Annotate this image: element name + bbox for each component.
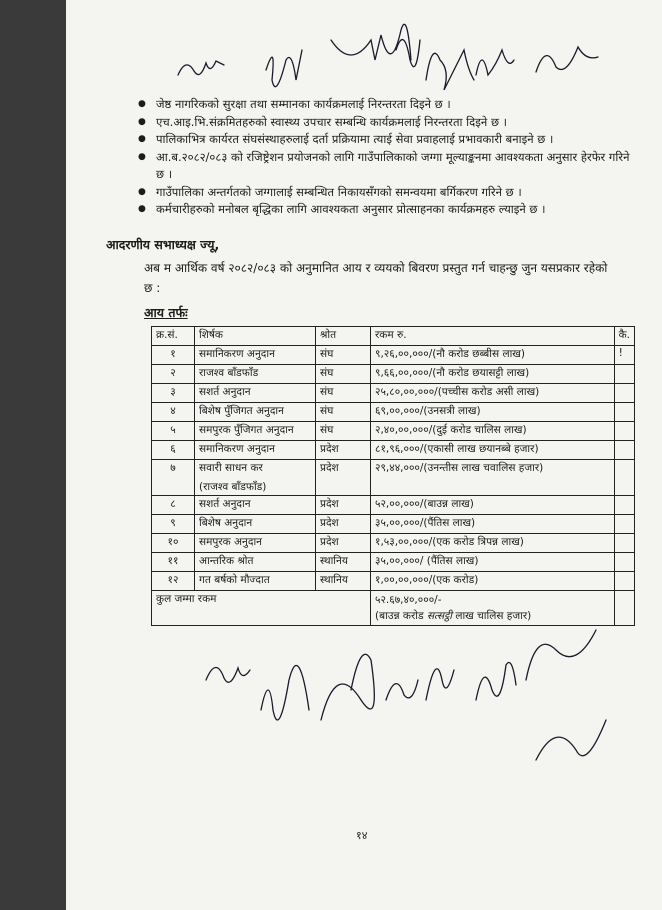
signature-7 [536, 47, 598, 72]
signature-11 [386, 680, 418, 700]
table-row [152, 346, 635, 365]
income-heading: आय तर्फः [144, 305, 188, 320]
cell-remarks [614, 553, 634, 572]
cell-source: प्रदेश [316, 515, 371, 534]
header-sn: क्र.सं. [152, 327, 195, 346]
table-row [152, 496, 635, 515]
total-words-post: लाख चालिस हजार) [455, 610, 532, 622]
cell-title: आन्तरिक श्रोत [195, 553, 316, 572]
cell-remarks [614, 441, 634, 460]
table-row [152, 515, 635, 534]
signature-10 [321, 654, 374, 720]
cell-amount: ५२,००,०००/(बाउन्न लाख) [371, 496, 615, 515]
cell-sn: ७ [152, 460, 195, 496]
header-amount: रकम रु. [371, 327, 615, 346]
table-row [152, 553, 635, 572]
cell-title: समानिकरण अनुदान [195, 346, 316, 365]
cell-sn: १ [152, 346, 195, 365]
cell-source: प्रदेश [316, 460, 371, 496]
cell-source: संघ [316, 422, 371, 441]
bullet-item: ● गाउँपालिका अन्तर्गतको जग्गालाई सम्बन्धित निकायसँगको समन्वयमा बर्गिकरण गरिने छ । [138, 184, 638, 202]
header-source: श्रोत [316, 327, 371, 346]
cell-sn: ३ [152, 384, 195, 403]
header-title: शिर्षक [195, 327, 316, 346]
table-total-row [152, 591, 635, 626]
total-amount: ५२.६७,४०,०००/- [375, 594, 442, 606]
cell-amount: ८१,९६,०००/(एकासी लाख छयानब्बे हजार) [371, 441, 615, 460]
cell-source: संघ [316, 346, 371, 365]
cell-source: प्रदेश [316, 534, 371, 553]
cell-amount: ९,६६,००,०००/(नौ करोड छयासट्टी लाख) [371, 365, 615, 384]
cell-amount: १,५३,००,०००/(एक करोड त्रिपन्न लाख) [371, 534, 615, 553]
cell-title: राजश्व बाँडफाँड [195, 365, 316, 384]
cell-source: संघ [316, 403, 371, 422]
cell-remarks [614, 365, 634, 384]
bullet-item: ● कर्मचारीहरुको मनोबल बृद्धिका लागि आवश्यकता अनुसार प्रोत्साहनका कार्यक्रमहरु ल्याइने छ । [138, 201, 638, 219]
cell-amount: ३५,००,०००/ (पैंतिस लाख) [371, 553, 615, 572]
signature-5 [426, 50, 474, 90]
signature-12 [426, 669, 454, 700]
signature-6 [476, 50, 514, 75]
table-row [152, 441, 635, 460]
cell-title: सशर्त अनुदान [195, 496, 316, 515]
table-header-row [152, 327, 635, 346]
cell-amount: ३५,००,०००/(पैंतिस लाख) [371, 515, 615, 534]
signature-3 [331, 24, 411, 60]
intro-paragraph: अब म आर्थिक वर्ष २०८२/०८३ को अनुमानित आय र व्ययको बिवरण प्रस्तुत गर्न चाहन्छु जुन यसप्रकार रहेको छ : [144, 261, 608, 295]
signature-14 [526, 630, 596, 680]
table-row [152, 365, 635, 384]
cell-title: गत बर्षको मौज्दात [195, 572, 316, 591]
signature-15 [536, 720, 606, 760]
cell-sn: ९ [152, 515, 195, 534]
cell-title: समानिकरण अनुदान [195, 441, 316, 460]
total-words-pre: (बाउन्न करोड [375, 610, 424, 622]
cell-remarks [614, 496, 634, 515]
table-row [152, 422, 635, 441]
table-row [152, 384, 635, 403]
cell-remarks [614, 384, 634, 403]
cell-title: समपुरक पुँजिगत अनुदान [195, 422, 316, 441]
total-label: कुल जम्मा रकम [152, 591, 371, 626]
signature-2 [266, 50, 302, 87]
cell-sn: ४ [152, 403, 195, 422]
cell-sn: ११ [152, 553, 195, 572]
cell-title: सशर्त अनुदान [195, 384, 316, 403]
cell-sn: ५ [152, 422, 195, 441]
bullet-item: ● पालिकाभित्र कार्यरत संघसंस्थाहरुलाई दर्ता प्रक्रियामा त्याई सेवा प्रवाहलाई प्रभावकारी बनाइने छ । [138, 131, 638, 149]
cell-source: प्रदेश [316, 496, 371, 515]
bullet-list [138, 96, 638, 219]
page-number: १४ [356, 829, 368, 842]
cell-title: बिशेष अनुदान [195, 515, 316, 534]
signature-4 [396, 40, 420, 67]
table-row [152, 534, 635, 553]
table-row [152, 460, 635, 496]
cell-amount: २९,४४,०००/(उनन्तीस लाख चवालिस हजार) [371, 460, 615, 496]
cell-source: स्थानिय [316, 553, 371, 572]
bullet-item: ● आ.ब.२०८२/०८३ को रजिष्ट्रेशन प्रयोजनको लागि गाउँपालिकाको जग्गा मूल्याङ्कनमा आवश्यकता अनुसार हेरफेर गरिने छ । [138, 149, 638, 184]
cell-amount: ६९,००,०००/(उनसत्री लाख) [371, 403, 615, 422]
cell-title: समपुरक अनुदान [195, 534, 316, 553]
table-row [152, 572, 635, 591]
total-words [375, 608, 610, 624]
cell-sn: ६ [152, 441, 195, 460]
cell-source: संघ [316, 384, 371, 403]
cell-title-line2: (राजश्व बाँडफाँड) [199, 481, 267, 493]
cell-amount: १,००,००,०००/(एक करोड) [371, 572, 615, 591]
salutation: आदरणीय सभाध्यक्ष ज्यू, [106, 237, 220, 252]
cell-amount: २५,८०,००,०००/(पच्चीस करोड असी लाख) [371, 384, 615, 403]
cell-sn: ८ [152, 496, 195, 515]
bullet-item: ● जेष्ठ नागरिकको सुरक्षा तथा सम्मानका कार्यक्रमलाई निरन्तरता दिइने छ । [138, 96, 638, 114]
document-page [66, 0, 662, 910]
cell-source: संघ [316, 365, 371, 384]
cell-remarks [614, 460, 634, 496]
cell-remarks: ! [614, 346, 634, 365]
cell-remarks [614, 572, 634, 591]
cell-sn: १० [152, 534, 195, 553]
cell-amount: २,४०,००,०००/(दुई करोड चालिस लाख) [371, 422, 615, 441]
cell-source: स्थानिय [316, 572, 371, 591]
cell-amount: ९,२६,००,०००/(नौ करोड छब्बीस लाख) [371, 346, 615, 365]
signature-1 [178, 61, 224, 75]
cell-remarks [614, 515, 634, 534]
bullet-item: ● एच.आइ.भि.संक्रमितहरुको स्वास्थ्य उपचार सम्बन्धि कार्यक्रमलाई निरन्तरता दिइने छ । [138, 114, 638, 132]
signature-13 [476, 663, 516, 701]
total-words-handwritten: सत्सट्ठी [426, 610, 452, 622]
total-amount-cell [371, 591, 615, 626]
table-row [152, 403, 635, 422]
income-table [151, 326, 635, 626]
cell-title-line1: सवारी साधन कर [199, 462, 263, 474]
cell-remarks [614, 403, 634, 422]
header-remarks: कै. [614, 327, 634, 346]
signature-8 [206, 667, 250, 682]
cell-sn: १२ [152, 572, 195, 591]
cell-sn: २ [152, 365, 195, 384]
cell-remarks [614, 422, 634, 441]
cell-remarks [614, 534, 634, 553]
cell-source: प्रदेश [316, 441, 371, 460]
cell-title: बिशेष पुँजिगत अनुदान [195, 403, 316, 422]
signature-9 [261, 665, 309, 720]
cell-remarks [614, 591, 634, 626]
cell-title [195, 460, 316, 496]
